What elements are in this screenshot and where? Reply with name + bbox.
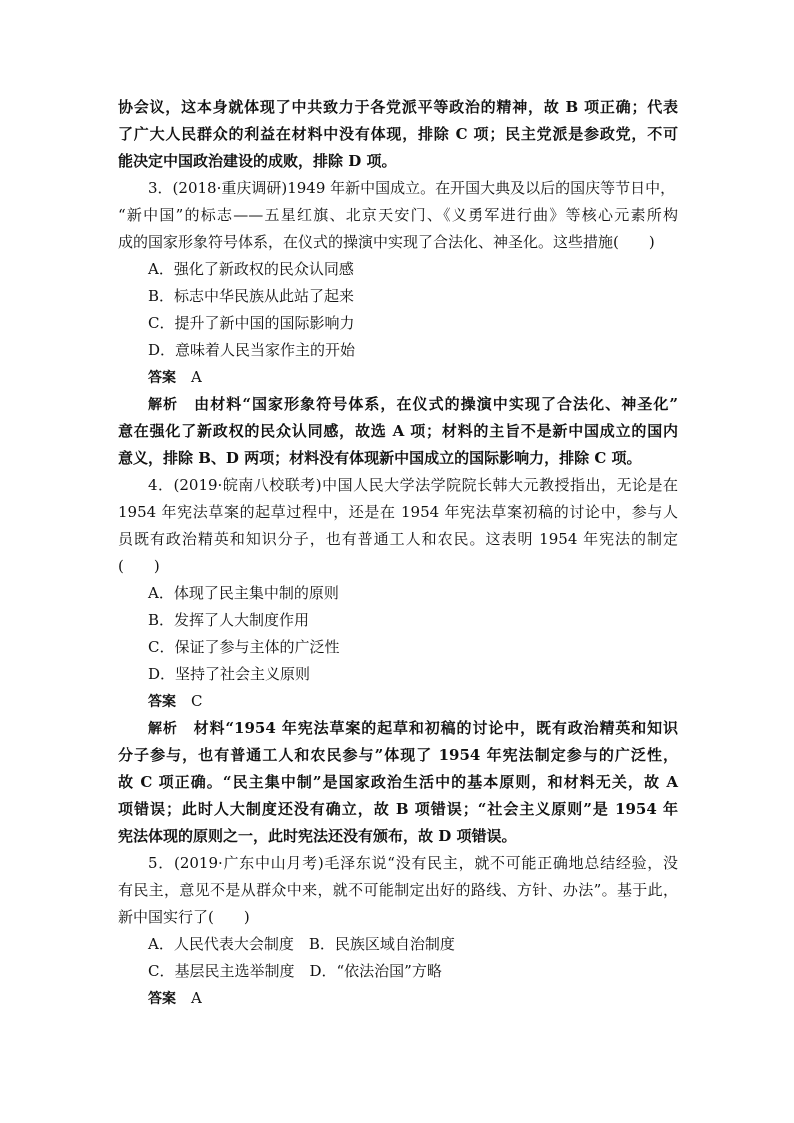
answer-value: C [191, 692, 203, 710]
answer-label: 答案 [148, 991, 176, 1007]
answer-label: 答案 [148, 694, 176, 710]
question-3-stem: “新中国”的标志——五星红旗、北京天安门、《义勇军进行曲》等核心元素所构 [118, 206, 678, 224]
question-4-option-d: D．坚持了社会主义原则 [148, 665, 311, 683]
answer-label: 答案 [148, 370, 176, 386]
analysis-label: 解析 [148, 721, 178, 737]
question-3-stem: 3．(2018·重庆调研)1949 年新中国成立。在开国大典及以后的国庆等节日中， [148, 179, 676, 197]
question-5-options-cd: C．基层民主选举制度 D．“依法治国”方略 [148, 962, 442, 980]
question-5-stem: 5．(2019·广东中山月考)毛泽东说“没有民主，就不可能正确地总结经验，没 [148, 854, 678, 872]
question-4-analysis-line: 项错误；此时人大制度还没有确立，故 B 项错误；“社会主义原则”是 1954 年 [118, 800, 678, 818]
question-4-analysis: 解析 材料“1954 年宪法草案的起草和初稿的讨论中，既有政治精英和知识 [148, 719, 678, 737]
question-4-option-b: B．发挥了人大制度作用 [148, 611, 310, 629]
question-5-stem: 有民主，意见不是从群众中来，就不可能制定出好的路线、方针、办法”。基于此， [118, 881, 678, 899]
question-5-stem: 新中国实行了( ) [118, 908, 250, 926]
question-3-option-d: D．意味着人民当家作主的开始 [148, 341, 356, 359]
question-3-option-b: B．标志中华民族从此站了起来 [148, 287, 355, 305]
question-4-option-a: A．体现了民主集中制的原则 [148, 584, 339, 602]
question-3-stem: 成的国家形象符号体系，在仪式的操演中实现了合法化、神圣化。这些措施( ) [118, 233, 655, 251]
analysis-label: 解析 [148, 397, 179, 413]
question-3-analysis-line: 意义，排除 B、D 两项；材料没有体现新中国成立的国际影响力，排除 C 项。 [118, 449, 642, 467]
analysis-continuation-line: 能决定中国政治建设的成败，排除 D 项。 [118, 152, 397, 170]
question-5-options-ab: A．人民代表大会制度 B．民族区域自治制度 [148, 935, 455, 953]
question-3-analysis: 解析 由材料“国家形象符号体系，在仪式的操演中实现了合法化、神圣化” [148, 395, 678, 413]
question-4-stem: ( ) [118, 557, 160, 575]
question-4-analysis-line: 宪法体现的原则之一，此时宪法还没有颁布，故 D 项错误。 [118, 827, 517, 845]
question-4-stem: 1954 年宪法草案的起草过程中，还是在 1954 年宪法草案初稿的讨论中，参与人 [118, 503, 678, 521]
question-3-option-c: C．提升了新中国的国际影响力 [148, 314, 355, 332]
question-4-option-c: C．保证了参与主体的广泛性 [148, 638, 340, 656]
question-4-stem: 员既有政治精英和知识分子，也有普通工人和农民。这表明 1954 年宪法的制定 [118, 530, 678, 548]
question-5-answer [148, 985, 708, 1012]
analysis-continuation-line: 了广大人民群众的利益在材料中没有体现，排除 C 项；民主党派是参政党，不可 [118, 125, 678, 143]
analysis-continuation-line: 协会议，这本身就体现了中共致力于各党派平等政治的精神，故 B 项正确；代表 [118, 98, 678, 116]
answer-value: A [191, 989, 202, 1007]
question-3-analysis-line: 意在强化了新政权的民众认同感，故选 A 项；材料的主旨不是新中国成立的国内 [118, 422, 678, 440]
question-4-stem: 4．(2019·皖南八校联考)中国人民大学法学院院长韩大元教授指出，无论是在 [148, 476, 678, 494]
question-4-analysis-line: 分子参与，也有普通工人和农民参与”体现了 1954 年宪法制定参与的广泛性， [118, 746, 678, 764]
question-4-answer [148, 688, 708, 715]
question-4-analysis-line: 故 C 项正确。“民主集中制”是国家政治生活中的基本原则，和材料无关，故 A [118, 773, 678, 791]
question-3-option-a: A．强化了新政权的民众认同感 [148, 260, 354, 278]
answer-value: A [191, 368, 202, 386]
question-3-answer [148, 364, 708, 391]
